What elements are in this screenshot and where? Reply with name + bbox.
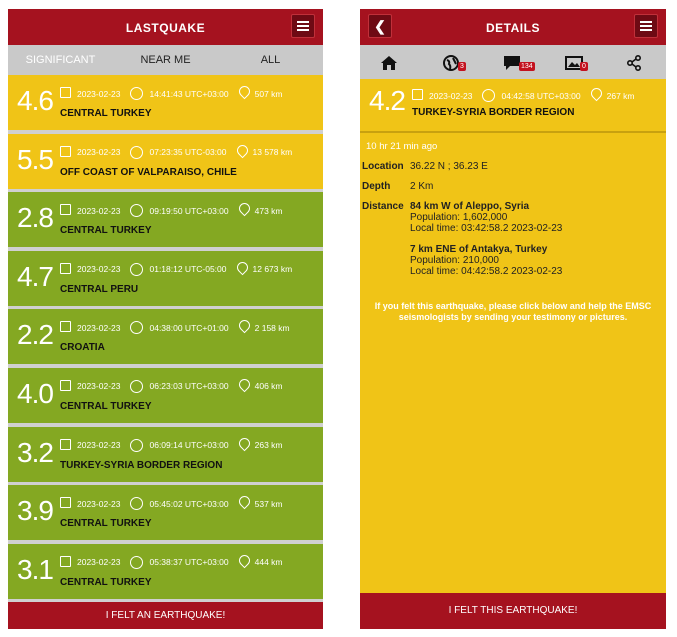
location-pin-icon <box>588 86 604 102</box>
quake-region: TURKEY-SYRIA BORDER REGION <box>412 107 575 118</box>
tab-near-me[interactable]: NEAR ME <box>140 54 191 66</box>
quake-meta <box>412 89 635 102</box>
magnitude: 4.6 <box>17 85 53 116</box>
time-ago: 10 hr 21 min ago <box>366 141 438 152</box>
quake-list-screen <box>8 9 323 629</box>
quake-meta <box>60 204 283 217</box>
comments-badge: 134 <box>521 63 533 70</box>
quake-distance: 2 158 km <box>254 322 290 333</box>
clock-icon <box>130 321 143 334</box>
depth-label: Depth <box>362 181 391 192</box>
quake-row[interactable] <box>8 134 323 189</box>
location-label: Location <box>362 161 404 172</box>
quake-time: 04:38:00 UTC+01:00 <box>149 322 229 333</box>
filter-tabs <box>8 45 323 75</box>
distance-population: Population: 210,000 <box>410 255 499 266</box>
magnitude: 5.5 <box>17 143 53 175</box>
clock-icon <box>130 204 143 217</box>
calendar-icon <box>60 146 71 157</box>
magnitude: 3.2 <box>17 436 53 468</box>
magnitude: 3.1 <box>17 553 53 585</box>
quake-region: CENTRAL TURKEY <box>60 108 152 119</box>
location-value: 36.22 N ; 36.23 E <box>410 161 488 172</box>
location-pin-icon <box>236 84 252 100</box>
quake-distance: 406 km <box>254 381 283 392</box>
location-pin-icon <box>236 377 252 393</box>
globe-icon[interactable] <box>443 55 459 74</box>
quake-meta <box>60 497 283 510</box>
location-row <box>360 161 666 172</box>
quake-date: 2023-02-23 <box>77 381 121 392</box>
quake-distance: 444 km <box>254 557 283 568</box>
quake-row[interactable] <box>8 368 323 423</box>
location-pin-icon <box>236 552 252 568</box>
quake-time: 14:41:43 UTC+03:00 <box>149 88 229 99</box>
distance-row <box>360 201 666 277</box>
quake-distance: 12 673 km <box>252 264 293 275</box>
calendar-icon <box>60 321 71 332</box>
top-bar <box>8 9 323 45</box>
quake-row[interactable] <box>8 427 323 482</box>
details-icon-bar <box>360 45 666 79</box>
quake-region: TURKEY-SYRIA BORDER REGION <box>60 459 223 471</box>
calendar-icon <box>412 89 423 100</box>
quake-region: CENTRAL TURKEY <box>60 400 152 412</box>
globe-badge: 3 <box>460 63 464 70</box>
quake-date: 2023-02-23 <box>77 205 121 216</box>
magnitude: 4.0 <box>17 377 53 409</box>
testimony-note: If you felt this earthquake, please click below and help the EMSC seismologists by sending your testimony or pictures. <box>374 301 652 322</box>
quake-row[interactable] <box>8 75 323 130</box>
quake-row[interactable] <box>8 251 323 306</box>
quake-meta <box>60 321 290 334</box>
quake-region: CENTRAL TURKEY <box>60 576 152 588</box>
clock-icon <box>130 146 143 159</box>
clock-icon <box>130 439 143 452</box>
quake-region: CENTRAL TURKEY <box>60 518 152 530</box>
distance-local-time: Local time: 03:42:58.2 2023-02-23 <box>410 223 563 234</box>
location-pin-icon <box>236 494 252 510</box>
top-bar <box>360 9 666 45</box>
quake-time: 04:42:58 UTC+03:00 <box>501 90 581 101</box>
clock-icon <box>130 497 143 510</box>
details-screen <box>360 9 666 629</box>
depth-value: 2 Km <box>410 181 434 192</box>
distance-entry <box>410 244 562 277</box>
quake-row[interactable] <box>8 309 323 364</box>
location-pin-icon <box>236 318 252 334</box>
quake-distance: 13 578 km <box>252 147 293 158</box>
quake-meta <box>60 87 283 100</box>
quake-date: 2023-02-23 <box>77 88 121 99</box>
clock-icon <box>130 87 143 100</box>
tab-significant[interactable]: SIGNIFICANT <box>25 54 96 66</box>
share-icon[interactable] <box>626 55 642 74</box>
quake-meta <box>60 146 292 159</box>
back-icon[interactable]: ❮ <box>368 14 392 38</box>
quake-time: 09:19:50 UTC+03:00 <box>149 205 229 216</box>
location-pin-icon <box>234 142 250 158</box>
distance-title: 7 km ENE of Antakya, Turkey <box>410 244 548 255</box>
location-pin-icon <box>234 260 250 276</box>
magnitude: 4.7 <box>17 260 53 292</box>
location-pin-icon <box>236 435 252 451</box>
calendar-icon <box>60 439 71 450</box>
quake-summary <box>360 79 666 133</box>
calendar-icon <box>60 380 71 391</box>
quake-date: 2023-02-23 <box>77 264 121 275</box>
clock-icon <box>130 556 143 569</box>
quake-date: 2023-02-23 <box>429 90 473 101</box>
quake-time: 05:45:02 UTC+03:00 <box>149 498 229 509</box>
distance-title: 84 km W of Aleppo, Syria <box>410 201 530 212</box>
app-title: LASTQUAKE <box>125 21 206 35</box>
quake-meta <box>60 380 283 393</box>
quake-date: 2023-02-23 <box>77 557 121 568</box>
distance-label: Distance <box>362 201 404 212</box>
menu-icon[interactable] <box>634 14 658 38</box>
quake-time: 07:23:35 UTC-03:00 <box>149 147 227 158</box>
calendar-icon <box>60 556 71 567</box>
magnitude: 3.9 <box>17 495 53 527</box>
location-pin-icon <box>236 201 252 217</box>
quake-list <box>8 75 323 599</box>
depth-row <box>360 181 666 192</box>
quake-meta <box>60 263 292 276</box>
quake-region: CENTRAL PERU <box>60 283 139 295</box>
magnitude: 2.2 <box>17 319 53 351</box>
distance-entry <box>410 201 562 234</box>
calendar-icon <box>60 263 71 274</box>
quake-distance: 263 km <box>254 440 283 451</box>
calendar-icon <box>60 204 71 215</box>
quake-date: 2023-02-23 <box>77 498 121 509</box>
quake-time: 06:09:14 UTC+03:00 <box>149 440 229 451</box>
home-icon[interactable] <box>380 55 398 74</box>
quake-distance: 267 km <box>606 90 635 101</box>
distance-population: Population: 1,602,000 <box>410 212 508 223</box>
quake-row[interactable] <box>8 485 323 540</box>
distance-list <box>410 201 562 277</box>
quake-date: 2023-02-23 <box>77 147 121 158</box>
quake-row[interactable] <box>8 192 323 247</box>
quake-distance: 507 km <box>254 88 283 99</box>
pictures-badge: 0 <box>582 63 586 70</box>
magnitude: 2.8 <box>17 202 53 234</box>
quake-meta <box>60 439 283 452</box>
magnitude: 4.2 <box>369 85 405 116</box>
tab-all[interactable]: ALL <box>260 54 281 66</box>
quake-time: 06:23:03 UTC+03:00 <box>149 381 229 392</box>
quake-distance: 473 km <box>254 205 283 216</box>
clock-icon <box>482 89 495 102</box>
felt-this-earthquake-button[interactable]: I FELT THIS EARTHQUAKE! <box>360 593 666 629</box>
felt-earthquake-button[interactable]: I FELT AN EARTHQUAKE! <box>8 602 323 629</box>
screen-title: DETAILS <box>486 21 540 35</box>
quake-region: CENTRAL TURKEY <box>60 225 152 237</box>
quake-region: CROATIA <box>60 342 105 354</box>
quake-meta <box>60 556 283 569</box>
distance-local-time: Local time: 04:42:58.2 2023-02-23 <box>410 266 563 277</box>
menu-icon[interactable] <box>291 14 315 38</box>
quake-time: 01:18:12 UTC-05:00 <box>149 264 227 275</box>
quake-row[interactable] <box>8 544 323 599</box>
calendar-icon <box>60 87 71 98</box>
quake-date: 2023-02-23 <box>77 322 121 333</box>
quake-region: OFF COAST OF VALPARAISO, CHILE <box>60 166 237 178</box>
calendar-icon <box>60 497 71 508</box>
clock-icon <box>130 263 143 276</box>
clock-icon <box>130 380 143 393</box>
quake-details <box>360 133 666 323</box>
quake-date: 2023-02-23 <box>77 440 121 451</box>
quake-distance: 537 km <box>254 498 283 509</box>
quake-time: 05:38:37 UTC+03:00 <box>149 557 229 568</box>
